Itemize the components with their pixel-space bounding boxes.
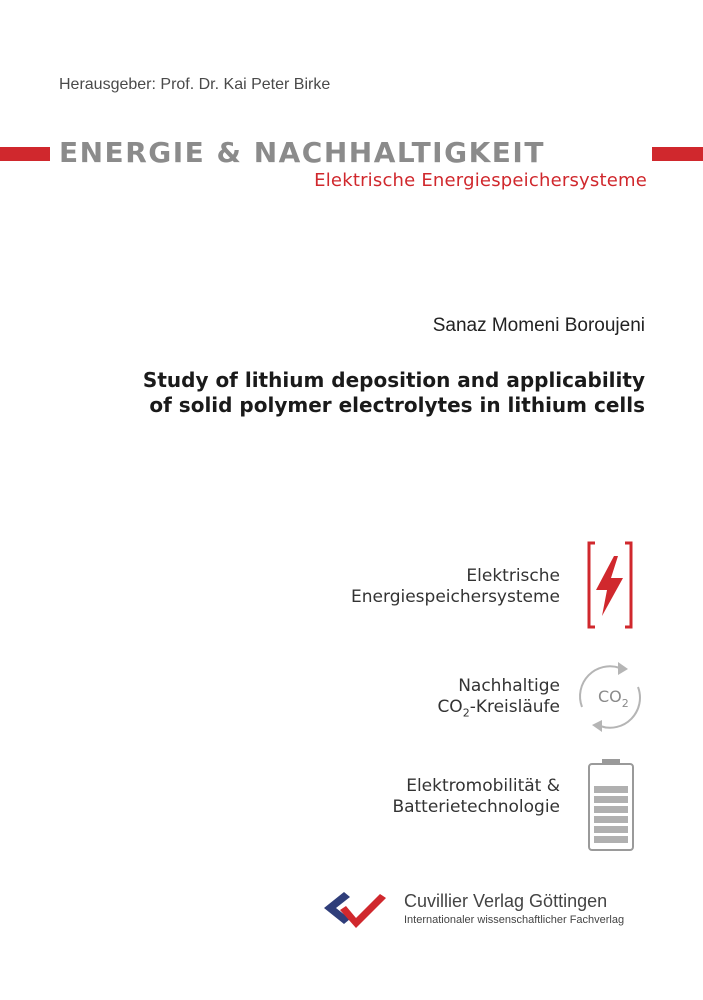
publisher-tagline: Internationaler wissenschaftlicher Fachverlag — [404, 914, 625, 926]
feature-e-mobility — [392, 776, 560, 818]
accent-bar-right — [652, 147, 703, 161]
feature-energy-line-1: Elektrische — [466, 566, 560, 586]
editor-line: Herausgeber: Prof. Dr. Kai Peter Birke — [59, 76, 331, 93]
feature-emobility-line-2: Batterietechnologie — [392, 797, 560, 817]
book-title-line-1: Study of lithium deposition and applicability — [142, 368, 645, 392]
co2-cycle-icon — [568, 655, 652, 739]
series-title: ENERGIE & NACHHALTIGKEIT — [59, 136, 545, 169]
series-subtitle: Elektrische Energiespeichersysteme — [314, 170, 647, 191]
feature-emobility-line-1: Elektromobilität & — [406, 776, 560, 796]
author-name: Sanaz Momeni Boroujeni — [432, 315, 645, 336]
feature-co2-line-2: $CO_2$-Kreisläufe — [437, 697, 560, 720]
publisher-logo-icon — [322, 890, 390, 932]
feature-co2-line-1: Nachhaltige — [458, 676, 560, 696]
lightning-battery-icon — [585, 540, 635, 630]
feature-energy-line-2: Energiespeichersysteme — [351, 587, 560, 607]
co2-icon-text: $CO_2$ — [598, 687, 629, 710]
accent-bar-left — [0, 147, 50, 161]
feature-energy-storage — [351, 566, 560, 608]
book-title-line-2: of solid polymer electrolytes in lithium cells — [149, 393, 645, 417]
battery-icon — [586, 757, 636, 853]
feature-co2-cycles — [437, 676, 560, 723]
publisher-name: Cuvillier Verlag Göttingen — [404, 891, 608, 911]
book-title — [45, 368, 645, 418]
